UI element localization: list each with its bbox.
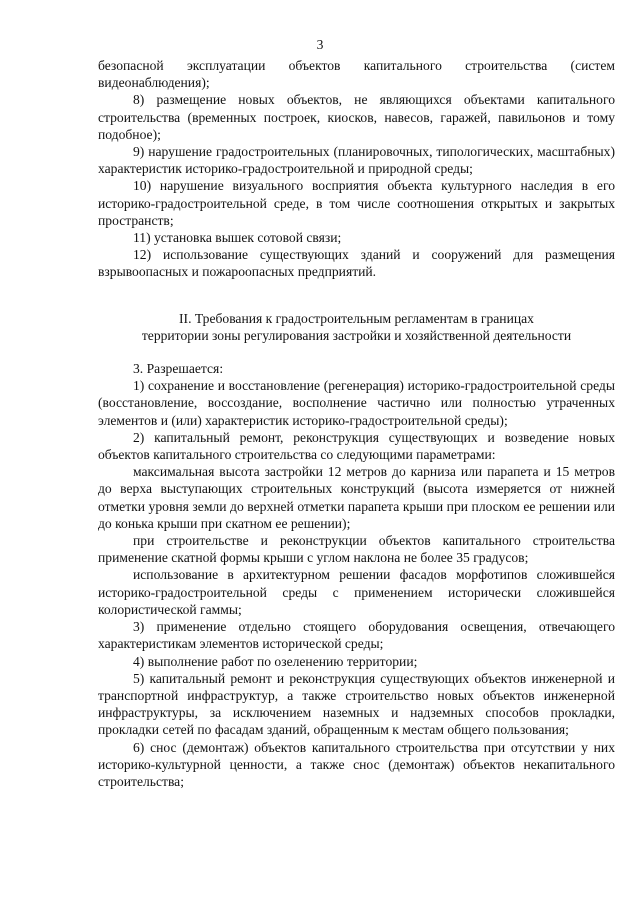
clause-heading: 3. Разрешается:	[133, 361, 224, 377]
paragraph: безопасной эксплуатации объектов капитального строительства (систем видеонаблюдения);	[98, 58, 615, 91]
list-item: 9) нарушение градостроительных (планировочных, типологических, масштабных) характеристик историко-градостроительной и природной среды;	[98, 144, 615, 177]
list-item: 10) нарушение визуального восприятия объекта культурного наследия в его историко-градостроительной среде, в том числе соотношения открытых и закрытых пространств;	[98, 178, 615, 228]
sub-item: использование в архитектурном решении фасадов морфотипов сложившейся историко-градостроительной среды с применением исторически сложившейся колористической гаммы;	[98, 567, 615, 617]
sub-item: при строительстве и реконструкции объектов капитального строительства применение скатной формы крыши с углом наклона не более 35 градусов;	[98, 533, 615, 566]
section-heading	[98, 310, 615, 344]
list-item: 12) использование существующих зданий и сооружений для размещения взрывоопасных и пожароопасных предприятий.	[98, 247, 615, 280]
list-item: 2) капитальный ремонт, реконструкция существующих и возведение новых объектов капитального строительства со следующими параметрами:	[98, 429, 615, 463]
list-item: 4) выполнение работ по озеленению территории;	[133, 653, 418, 669]
section-heading-line: территории зоны регулирования застройки и хозяйственной деятельности	[141, 327, 572, 343]
document-body	[98, 57, 615, 790]
list-item: 6) снос (демонтаж) объектов капитального строительства при отсутствии у них историко-культурной ценности, а также снос (демонтаж) объектов некапитального строительства;	[98, 739, 615, 789]
sub-item: максимальная высота застройки 12 метров до карниза или парапета и 15 метров до верха выступающих строительных конструкций (высота измеряется от нижней отметки уровня земли до верхней отметки парапета крыши при плоском ее решении или до конька крыши при скатном ее решении);	[98, 464, 615, 531]
spacer	[98, 344, 615, 360]
page-number: 3	[316, 37, 324, 52]
list-item: 5) капитальный ремонт и реконструкция существующих объектов инженерной и транспортной инфраструктур, а также строительство новых объектов инженерной инфраструктуры, за исключением наземных и надземных способов прокладки, прокладки сетей по фасадам зданий, обращенным к местам общего пользования;	[98, 670, 615, 738]
section-heading-line: II. Требования к градостроительным регламентам в границах	[179, 310, 534, 326]
list-item: 8) размещение новых объектов, не являющихся объектами капитального строительства (временных построек, киосков, навесов, гаражей, павильонов и тому подобное);	[98, 92, 615, 142]
list-item: 1) сохранение и восстановление (регенерация) историко-градостроительной среды (восстановление, воссоздание, восполнение частично или полностью утраченных элементов и (или) характеристик историко-градостроительной среды);	[98, 378, 615, 428]
list-item: 11) установка вышек сотовой связи;	[133, 230, 342, 246]
spacer	[98, 281, 615, 310]
list-item: 3) применение отдельно стоящего оборудования освещения, отвечающего характеристикам элементов исторической среды;	[98, 619, 615, 652]
